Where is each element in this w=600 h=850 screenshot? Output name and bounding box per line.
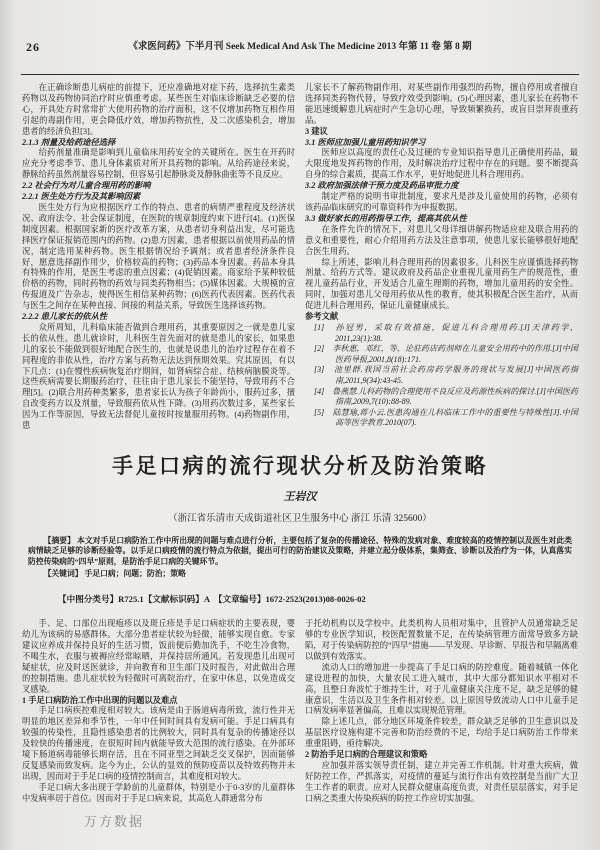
references-heading: 参考文献 bbox=[305, 312, 339, 322]
paragraph: 给药剂量准确是影响到儿童临床用药安全的关键所在。医生在开药时应充分考虑季节、患儿身体素质对所开具药物的影响。从给药途径来说，静脉给药虽然剂量容易控制，但容易引起静脉炎及静脉曲张等不良反应。 bbox=[22, 148, 295, 180]
reference-item: [4] 鲁燕慧.儿科药物的合理使用不良反应及药源性疾病的探讨.[J]中国医药指南,2009,7(10):88-89. bbox=[314, 386, 579, 407]
paragraph: 制定严格的说明书审批制度，要求凡是涉及儿童使用的药物，必须有该药品临床研究的可靠资料作为申报数据。 bbox=[305, 192, 578, 212]
reference-item: [1] 孙冠男，采取有效措施，促进儿科合理用药.[J]天津药学，2011,23(1):38. bbox=[314, 322, 578, 343]
article2-right-column bbox=[305, 619, 578, 804]
journal-title-cn: 《求医问药》下半月刊 bbox=[128, 42, 224, 52]
section-heading: 3 建议 bbox=[305, 126, 328, 136]
section-heading: 1 手足口病防治工作中出现的问题以及难点 bbox=[22, 695, 178, 705]
journal-issue: 2013 年第 11 卷 第 8 期 bbox=[377, 42, 472, 52]
abstract-block bbox=[28, 536, 572, 567]
section-heading: 3.2 政府加强法律干预力度及药品审批力度 bbox=[305, 181, 459, 191]
journal-header bbox=[0, 38, 600, 52]
article2-left-column bbox=[22, 619, 295, 804]
page-header bbox=[0, 0, 600, 68]
page-number: 26 bbox=[26, 40, 40, 54]
paragraph: 手足口病疾控难度相对较大。该病是由于肠道病毒所致，流行性并无明显的地区差异和季节性，一年中任何时间具有发病可能。手足口病具有较强的传染性，且隐性感染患者的比例较大，同时具有复杂的传播途径以及较快的传播速度，在很短时间内就能导致大范围的流行感染。在外部环境下肠道病毒能够长期存活，且在不同亚型之间缺乏交叉保护，因而能够反复感染而致发病。迄今为止，公认的显效的预防疫苗以及特效药物并未出现，因而对于手足口病的疫情控制而言，其难度相对较大。 bbox=[22, 706, 295, 781]
section-heading: 3.3 做好家长的用药指导工作，提高其依从性 bbox=[305, 213, 467, 223]
paragraph: 综上所述，影响儿科合理用药的因素很多。儿科医生应谨慎选择药物剂量、给药方式等。建议政府及药品企业重视儿童用药生产的规范性，重视儿童药品行业，开发适合儿童生理期的药物，增加儿童用药的安全性。同时，加强对患儿父母用药依从性的教育，使其积极配合医生治疗，从而促进儿科合理用药，保证儿童健康成长。 bbox=[305, 257, 578, 311]
article1-right-column bbox=[305, 83, 578, 432]
section-heading: 2.2.1 医生处方行为及其影响因素 bbox=[22, 192, 141, 202]
journal-title-en: Seek Medical And Ask The Medicine bbox=[225, 42, 375, 52]
paragraph: 医师应以高度的责任心及过硬的专业知识指导患儿正确使用药品，最大限度地发挥药物的作用，及时解决治疗过程中存在的问题。要不断提高自身的综合素质，提高工作水平，更好地促进儿科合理用药。 bbox=[305, 148, 578, 180]
paragraph: 手、足、口部位出现疱疹以及斑丘疹是手足口病症状的主要表现，婴幼儿为该病的易感群体。大部分患者症状较为轻微，能够实现自愈。专家建议应养成并保持良好的生活习惯，饭前便后勤加洗手，不吃生冷食物，不喝生水，衣服与被褥应经常晾晒，并保持居所通风。若发现患儿出现可疑症状，应及时送医就诊，并向教育和卫生部门及时报告，对此做出合理的控制措施。患儿症状较为轻微时可离院治疗，在家中休息，以免造成交叉感染。 bbox=[22, 619, 295, 694]
article1-left-column bbox=[22, 83, 295, 432]
paragraph: 除上述几点，部分地区环境条件较差，群众缺乏足够的卫生意识以及基层医疗设施构建不完善和防治经费的不足，均给手足口病防治工作带来重重阻碍，亟待解决。 bbox=[305, 717, 578, 749]
section-heading: 2.1.3 剂量及给药途径选择 bbox=[22, 137, 116, 147]
reference-item: [3] 池里群.我国当前社会药房药学服务的现状与发展[J]中国医药指南,2011,9(34):43-45. bbox=[314, 365, 578, 385]
paragraph: 医生处方行为应根据医疗工作的特点、患者的病情严重程度及经济状况、政府法令、社会保证制度，在医院的规章制度约束下进行[4]。(1)医保制度因素。根据国家新的医疗改革方案，从患者切身利益出发，尽可能选择医疗保证报销范围内的药物。(2)患方因素，患者根据以前使用药品的情况，制定选用某种药物。医生根据情况给予调剂；或者患者经济条件良好，愿意选择副作用少，价格较高的药物；(3)药品本身因素。药品本身具有特殊的作用，是医生考虑的重点因素；(4)促销因素。商家给予某种较低价格的药物，同时药物的药效与同类药物相当；(5)媒体因素。大规模的宣传报道及广告杂志，使得医生相信某种药物；(6)医药代表因素。医药代表与医生之间存在某种直接、间接的利益关系，导致医生选择该药物。 bbox=[22, 202, 295, 311]
wanfang-watermark: 万方数据 bbox=[84, 814, 145, 829]
paragraph: 于托幼机构以及学校中。此类机构人员相对集中，且管护人员通常缺乏足够的专业医学知识，校医配置数量不足，在传染病管理方面常导致多方缺陷，对于传染病防控的“四早”措施——早发现、早诊断、早报告和早隔离难以做到有效落实。 bbox=[305, 619, 578, 661]
article2-title: 手足口病的流行现状分析及防治策略 bbox=[112, 454, 488, 478]
reference-item: [5] 陆慧瑜,蒋小云.医患沟通在儿科临床工作中的重要性与特殊性[J].中国高等医学教育.2010(07). bbox=[314, 407, 578, 428]
paragraph: 在正确诊断患儿病症的前提下，还应准确地对症下药，选择抗生素类药物以及药物协同治疗时应慎重考虑。某些医生对临床诊断缺乏必要的信心，开具处方时常常扩大使用药物的治疗面积，这不仅增加药物互相作用引起的毒副作用，更会降低疗效，增加药物抗性，及二次感染机会，增加患者的经济负担[3]。 bbox=[22, 83, 295, 136]
section-heading: 3.1 医师应加强儿童用药知识学习 bbox=[305, 137, 426, 147]
paragraph: 手足口病大多出现于学龄前的儿童群体，特别是小于0-3岁的儿童群体中发病率居于首位。因而对于手足口病来说，其高危人群通常分布 bbox=[22, 782, 295, 803]
article1-body bbox=[22, 83, 578, 432]
abstract-label: 【摘要】 bbox=[43, 536, 76, 545]
section-heading: 2.2.2 患儿家长的依从性 bbox=[22, 312, 108, 322]
header-rule bbox=[21, 74, 579, 75]
keywords-label: 【关键词】 bbox=[43, 569, 83, 579]
keywords-line bbox=[28, 568, 572, 579]
paragraph: 众所周知，儿科临床能否做到合理用药，其重要原因之一就是患儿家长的依从性。患儿就诊时，儿科医生首先面对的就是患儿的家长，如果患儿的家长不能做到很好地配合医生的，也就是说患儿的治疗过程存在着不同程度的非依从性，治疗方案与药物无法达到预期效果。究其原因，有以下几点：(1)在慢性疾病恢复治疗期间，如肾病综合症、结核病脑膜炎等。这些疾病需要长期服药治疗，往往由于患儿家长不能坚持，导致用药不合理[5]。(2)联合用药种类繁多，患者家长认为孩子年龄尚小，服药过多，擅自改变药方以及剂量，导致服药依从性下降。(3)用药次数过多，某些家长因为工作等原因，导致无法督促儿童按时按量服用药物。(4)药物副作用，患 bbox=[22, 322, 295, 431]
section-heading: 2.2 社会行为对儿童合理用药的影响 bbox=[22, 181, 151, 191]
section-heading: 2 防治手足口病的合理建议和策略 bbox=[305, 750, 428, 760]
classification-meta: 【中图分类号】R725.1【文献标识码】A 【文章编号】1672-2523(2013)08-0026-02 bbox=[58, 594, 366, 605]
abstract-text: 本文对手足口病防治工作中所出现的问题与难点进行分析，主要包括了复杂的传播途径、特殊的发病对象、难度较高的疫情控制以及医生对此类病情缺乏足够的诊断经验等。以手足口病疫情的流行特点为依据，提出可行的防治建议及策略，并建立起分级体系，集筛查、诊断以及治疗为一体，认真落实防控传染病的“四早”原则，是防治手足口病的关键环节。 bbox=[28, 536, 573, 566]
author-name: 王岩汉 bbox=[283, 491, 317, 503]
paragraph: 应加强并落实领导责任制，建立并完善工作机制。针对重大疾病，做好防控工作，严抓落实，对疫情的蔓延与流行作出有效控制是当前广大卫生工作者的职责。应对人民群众健康高度负责，对责任层层落实，对手足口病之类重大传染疾病的防控工作应切实加强。 bbox=[305, 761, 578, 803]
article2-header bbox=[0, 450, 600, 605]
author-affiliation: （浙江省乐清市天成街道社区卫生服务中心 浙江 乐清 325600） bbox=[168, 514, 432, 524]
article2-body bbox=[22, 619, 578, 804]
reference-item: [2] 李秋惠，邓红，等，论驻药店药剂师在儿童安全用药中的作用.[J]中国医药导报,2001,8(18):171. bbox=[314, 344, 578, 364]
keywords-text: 手足口病；问题；防治；策略 bbox=[84, 569, 186, 579]
paragraph: 流动人口的增加进一步提高了手足口病的防控难度。随着城镇一体化建设进程的加快，大量农民工进入城市，其中大部分都知识水平相对不高，且整日奔波忙于维持生计，对于儿童健康关注度不足，缺乏足够的健康意识，生活以及卫生条件相对较差。以上原因导致流动人口中儿童手足口病发病率显著偏高，且难以实现规范管理。 bbox=[305, 662, 578, 716]
paragraph: 儿家长不了解药物副作用，对某些副作用强烈的药物，擅自停用或者擅自选择同类药物代替，导致疗效受到影响。(5)心理因素，患儿家长在药物不能迅速缓解患儿病症时产生急切心理，导致频繁换药，或盲目崇拜贵重药品。 bbox=[305, 83, 578, 125]
paragraph: 在条件允许的情况下，对患儿父母详细讲解药物适应症及联合用药的意义和重要性，耐心介绍用药方法及注意事项，使患儿家长能够很好地配合医生用药。 bbox=[305, 224, 578, 256]
